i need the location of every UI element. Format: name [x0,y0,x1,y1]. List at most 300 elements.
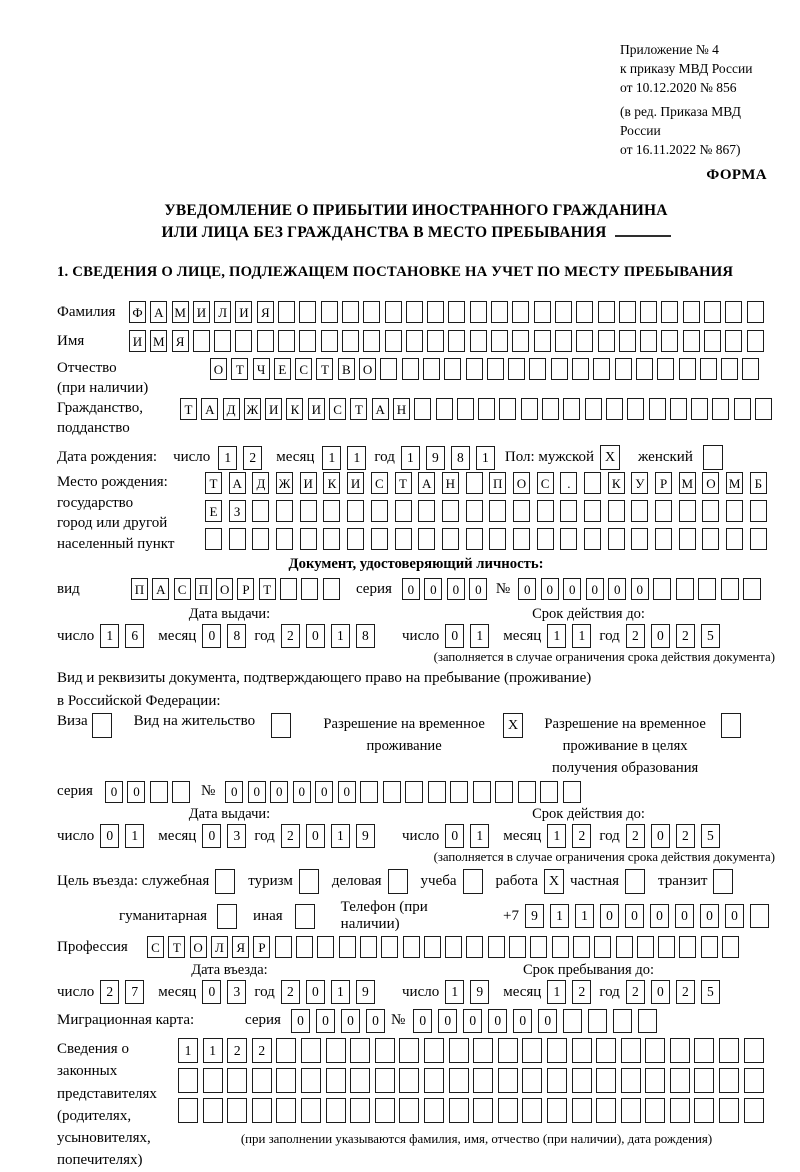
char-cell[interactable] [655,528,672,550]
char-cell[interactable] [92,713,112,738]
char-cell[interactable] [563,781,581,803]
char-cell[interactable] [725,301,742,323]
char-cell[interactable]: Е [274,358,291,380]
char-cell[interactable] [670,398,687,420]
char-cell[interactable] [424,1068,444,1093]
birthplace-row2-boxes[interactable] [205,500,774,522]
char-cell[interactable]: . [560,472,577,494]
char-cell[interactable]: 2 [252,1038,272,1063]
char-cell[interactable] [406,301,423,323]
char-cell[interactable] [214,330,231,352]
char-cell[interactable] [301,1038,321,1063]
char-cell[interactable] [300,528,317,550]
char-cell[interactable]: О [702,472,719,494]
char-cell[interactable]: 1 [100,624,119,648]
char-cell[interactable]: И [308,398,325,420]
char-cell[interactable]: 0 [316,1009,335,1033]
char-cell[interactable]: 0 [445,824,464,848]
char-cell[interactable]: 0 [586,578,604,600]
char-cell[interactable] [560,528,577,550]
char-cell[interactable] [640,301,657,323]
char-cell[interactable] [402,358,419,380]
char-cell[interactable] [598,301,615,323]
transit-checkbox[interactable] [713,869,733,894]
char-cell[interactable] [721,578,739,600]
char-cell[interactable] [466,472,483,494]
char-cell[interactable]: 1 [445,980,464,1004]
char-cell[interactable]: 0 [675,904,694,928]
char-cell[interactable]: 0 [463,1009,482,1033]
char-cell[interactable]: 0 [366,1009,385,1033]
char-cell[interactable] [726,528,743,550]
char-cell[interactable]: 2 [281,980,300,1004]
char-cell[interactable] [178,1068,198,1093]
char-cell[interactable] [323,578,340,600]
char-cell[interactable] [375,1098,395,1123]
humanitarian-checkbox[interactable] [217,904,237,929]
char-cell[interactable] [360,936,377,958]
char-cell[interactable] [593,358,610,380]
char-cell[interactable] [512,330,529,352]
char-cell[interactable] [326,1038,346,1063]
char-cell[interactable]: 0 [100,824,119,848]
char-cell[interactable]: 0 [488,1009,507,1033]
char-cell[interactable]: 6 [125,624,144,648]
char-cell[interactable] [350,1038,370,1063]
char-cell[interactable] [448,330,465,352]
char-cell[interactable] [529,358,546,380]
char-cell[interactable] [627,398,644,420]
char-cell[interactable] [466,936,483,958]
char-cell[interactable] [560,500,577,522]
char-cell[interactable]: Е [205,500,222,522]
permit-valid-year-boxes[interactable] [626,824,726,848]
char-cell[interactable] [572,358,589,380]
stay-month-boxes[interactable] [547,980,597,1004]
char-cell[interactable] [722,936,739,958]
char-cell[interactable] [742,358,759,380]
char-cell[interactable] [594,936,611,958]
char-cell[interactable] [661,330,678,352]
char-cell[interactable] [466,500,483,522]
char-cell[interactable] [636,358,653,380]
permit-issue-year-boxes[interactable] [281,824,381,848]
char-cell[interactable] [508,358,525,380]
char-cell[interactable] [347,500,364,522]
char-cell[interactable] [658,936,675,958]
char-cell[interactable] [371,500,388,522]
char-cell[interactable] [424,936,441,958]
char-cell[interactable] [713,869,733,894]
char-cell[interactable] [694,1068,714,1093]
char-cell[interactable] [301,1098,321,1123]
char-cell[interactable] [621,1068,641,1093]
char-cell[interactable]: С [295,358,312,380]
char-cell[interactable]: С [147,936,164,958]
char-cell[interactable] [252,1068,272,1093]
char-cell[interactable] [442,528,459,550]
char-cell[interactable]: 9 [356,980,375,1004]
char-cell[interactable]: 0 [402,578,420,600]
char-cell[interactable] [522,1068,542,1093]
char-cell[interactable] [551,358,568,380]
char-cell[interactable] [596,1068,616,1093]
char-cell[interactable] [339,936,356,958]
char-cell[interactable]: 2 [572,980,591,1004]
char-cell[interactable] [414,398,431,420]
char-cell[interactable] [606,398,623,420]
char-cell[interactable]: К [286,398,303,420]
char-cell[interactable]: 2 [676,624,695,648]
char-cell[interactable]: О [513,472,530,494]
char-cell[interactable] [363,330,380,352]
char-cell[interactable] [321,301,338,323]
doc-type-boxes[interactable] [131,578,344,600]
char-cell[interactable]: 1 [322,446,341,470]
char-cell[interactable] [427,301,444,323]
char-cell[interactable]: Т [395,472,412,494]
char-cell[interactable]: О [190,936,207,958]
char-cell[interactable] [679,358,696,380]
char-cell[interactable]: 2 [100,980,119,1004]
char-cell[interactable]: 8 [227,624,246,648]
patronymic-boxes[interactable] [210,358,764,380]
phone-boxes[interactable] [525,904,775,928]
char-cell[interactable] [252,500,269,522]
legal-row3-boxes[interactable] [178,1098,775,1123]
char-cell[interactable] [596,1098,616,1123]
char-cell[interactable] [276,1068,296,1093]
char-cell[interactable]: 1 [401,446,420,470]
char-cell[interactable]: 0 [513,1009,532,1033]
char-cell[interactable] [513,500,530,522]
char-cell[interactable] [679,936,696,958]
char-cell[interactable] [399,1098,419,1123]
char-cell[interactable] [694,1038,714,1063]
char-cell[interactable] [572,1068,592,1093]
char-cell[interactable] [299,869,319,894]
char-cell[interactable] [473,1098,493,1123]
char-cell[interactable] [691,398,708,420]
char-cell[interactable]: X [600,445,620,470]
other-checkbox[interactable] [295,904,315,929]
char-cell[interactable] [150,781,168,803]
char-cell[interactable] [172,781,190,803]
char-cell[interactable] [498,1038,518,1063]
doc-valid-year-boxes[interactable] [626,624,726,648]
char-cell[interactable] [227,1068,247,1093]
entry-year-boxes[interactable] [281,980,381,1004]
char-cell[interactable] [457,398,474,420]
doc-issue-day-boxes[interactable] [100,624,150,648]
char-cell[interactable]: 0 [725,904,744,928]
char-cell[interactable] [203,1068,223,1093]
char-cell[interactable]: 0 [202,824,221,848]
char-cell[interactable] [679,528,696,550]
char-cell[interactable] [755,398,772,420]
char-cell[interactable] [403,936,420,958]
char-cell[interactable] [584,528,601,550]
char-cell[interactable] [576,301,593,323]
birthplace-row3-boxes[interactable] [205,528,774,550]
char-cell[interactable]: А [152,578,169,600]
doc-valid-day-boxes[interactable] [445,624,495,648]
char-cell[interactable]: Т [231,358,248,380]
char-cell[interactable] [371,528,388,550]
char-cell[interactable] [395,528,412,550]
char-cell[interactable]: Л [211,936,228,958]
char-cell[interactable]: 0 [424,578,442,600]
char-cell[interactable] [518,781,536,803]
char-cell[interactable]: 0 [127,781,145,803]
entry-day-boxes[interactable] [100,980,150,1004]
char-cell[interactable] [700,358,717,380]
char-cell[interactable] [436,398,453,420]
birth-year-boxes[interactable] [401,446,501,470]
char-cell[interactable] [299,330,316,352]
char-cell[interactable]: 2 [676,824,695,848]
entry-month-boxes[interactable] [202,980,252,1004]
char-cell[interactable] [679,500,696,522]
char-cell[interactable]: Т [180,398,197,420]
char-cell[interactable] [445,936,462,958]
char-cell[interactable] [363,301,380,323]
char-cell[interactable] [193,330,210,352]
char-cell[interactable] [449,1068,469,1093]
char-cell[interactable] [744,1068,764,1093]
char-cell[interactable] [747,330,764,352]
char-cell[interactable]: И [300,472,317,494]
char-cell[interactable] [466,528,483,550]
sex-male-checkbox[interactable] [600,445,620,470]
char-cell[interactable]: 5 [701,980,720,1004]
official-checkbox[interactable] [215,869,235,894]
char-cell[interactable] [726,500,743,522]
char-cell[interactable]: 0 [651,980,670,1004]
char-cell[interactable] [645,1038,665,1063]
char-cell[interactable] [719,1098,739,1123]
char-cell[interactable] [743,578,761,600]
char-cell[interactable] [360,781,378,803]
char-cell[interactable] [350,1098,370,1123]
char-cell[interactable] [424,1098,444,1123]
char-cell[interactable]: 2 [572,824,591,848]
char-cell[interactable] [585,398,602,420]
char-cell[interactable] [321,330,338,352]
char-cell[interactable] [276,1098,296,1123]
char-cell[interactable] [608,500,625,522]
char-cell[interactable]: 0 [291,1009,310,1033]
char-cell[interactable] [683,330,700,352]
char-cell[interactable]: 3 [227,824,246,848]
char-cell[interactable]: Н [393,398,410,420]
birth-month-boxes[interactable] [322,446,372,470]
char-cell[interactable]: 2 [281,824,300,848]
legal-row2-boxes[interactable] [178,1068,775,1093]
char-cell[interactable] [466,358,483,380]
char-cell[interactable]: П [489,472,506,494]
char-cell[interactable]: 0 [306,624,325,648]
char-cell[interactable] [488,936,505,958]
char-cell[interactable] [694,1098,714,1123]
char-cell[interactable]: 1 [547,980,566,1004]
char-cell[interactable] [499,398,516,420]
char-cell[interactable]: 0 [338,781,356,803]
char-cell[interactable] [299,301,316,323]
char-cell[interactable] [701,936,718,958]
char-cell[interactable] [645,1068,665,1093]
char-cell[interactable]: 0 [293,781,311,803]
char-cell[interactable]: 1 [125,824,144,848]
char-cell[interactable] [750,528,767,550]
char-cell[interactable] [721,713,741,738]
char-cell[interactable]: 1 [178,1038,198,1063]
char-cell[interactable] [608,528,625,550]
char-cell[interactable]: 1 [572,624,591,648]
char-cell[interactable] [552,936,569,958]
work-checkbox[interactable] [544,869,564,894]
char-cell[interactable]: 0 [445,624,464,648]
profession-boxes[interactable] [147,936,743,958]
char-cell[interactable] [631,500,648,522]
char-cell[interactable]: 0 [341,1009,360,1033]
char-cell[interactable] [385,330,402,352]
char-cell[interactable]: П [131,578,148,600]
char-cell[interactable] [657,358,674,380]
char-cell[interactable] [521,398,538,420]
char-cell[interactable] [491,301,508,323]
char-cell[interactable] [405,781,423,803]
char-cell[interactable] [725,330,742,352]
study-checkbox[interactable] [463,869,483,894]
char-cell[interactable]: А [150,301,167,323]
char-cell[interactable] [470,301,487,323]
char-cell[interactable] [704,330,721,352]
char-cell[interactable] [537,500,554,522]
char-cell[interactable]: Р [253,936,270,958]
char-cell[interactable] [276,500,293,522]
char-cell[interactable]: 1 [203,1038,223,1063]
char-cell[interactable] [178,1098,198,1123]
char-cell[interactable] [275,936,292,958]
char-cell[interactable]: Ч [253,358,270,380]
char-cell[interactable] [418,528,435,550]
char-cell[interactable]: 0 [651,824,670,848]
citizenship-boxes[interactable] [180,398,776,420]
char-cell[interactable] [489,500,506,522]
char-cell[interactable] [670,1038,690,1063]
char-cell[interactable]: И [235,301,252,323]
char-cell[interactable] [572,1098,592,1123]
char-cell[interactable] [683,301,700,323]
char-cell[interactable] [399,1038,419,1063]
char-cell[interactable] [619,301,636,323]
char-cell[interactable]: С [329,398,346,420]
char-cell[interactable] [473,1068,493,1093]
surname-boxes[interactable] [129,301,768,323]
char-cell[interactable] [734,398,751,420]
char-cell[interactable]: И [265,398,282,420]
char-cell[interactable] [621,1098,641,1123]
char-cell[interactable] [744,1038,764,1063]
char-cell[interactable]: К [608,472,625,494]
char-cell[interactable] [522,1038,542,1063]
char-cell[interactable] [276,528,293,550]
char-cell[interactable] [271,713,291,738]
char-cell[interactable] [217,904,237,929]
char-cell[interactable]: 1 [331,624,350,648]
char-cell[interactable] [323,528,340,550]
char-cell[interactable] [563,1009,582,1033]
char-cell[interactable] [406,330,423,352]
char-cell[interactable]: 1 [331,824,350,848]
char-cell[interactable]: 5 [701,824,720,848]
char-cell[interactable]: 0 [202,624,221,648]
char-cell[interactable]: 0 [518,578,536,600]
char-cell[interactable]: Я [172,330,189,352]
char-cell[interactable] [573,936,590,958]
char-cell[interactable] [301,1068,321,1093]
char-cell[interactable]: У [631,472,648,494]
char-cell[interactable] [205,528,222,550]
char-cell[interactable]: 5 [701,624,720,648]
char-cell[interactable]: 0 [202,980,221,1004]
char-cell[interactable]: А [201,398,218,420]
tourism-checkbox[interactable] [299,869,319,894]
char-cell[interactable]: И [129,330,146,352]
char-cell[interactable]: 1 [547,624,566,648]
char-cell[interactable] [487,358,504,380]
char-cell[interactable] [428,781,446,803]
char-cell[interactable]: 9 [356,824,375,848]
char-cell[interactable]: 9 [525,904,544,928]
char-cell[interactable]: А [229,472,246,494]
char-cell[interactable] [537,528,554,550]
char-cell[interactable] [463,869,483,894]
char-cell[interactable] [637,936,654,958]
char-cell[interactable] [547,1038,567,1063]
char-cell[interactable]: 0 [541,578,559,600]
char-cell[interactable]: С [371,472,388,494]
char-cell[interactable]: Т [205,472,222,494]
char-cell[interactable] [750,904,769,928]
char-cell[interactable] [444,358,461,380]
char-cell[interactable]: 1 [470,624,489,648]
char-cell[interactable] [418,500,435,522]
char-cell[interactable] [638,1009,657,1033]
char-cell[interactable] [653,578,671,600]
char-cell[interactable] [442,500,459,522]
char-cell[interactable] [645,1098,665,1123]
permit-valid-month-boxes[interactable] [547,824,597,848]
char-cell[interactable] [473,1038,493,1063]
char-cell[interactable]: 7 [125,980,144,1004]
given-name-boxes[interactable] [129,330,768,352]
char-cell[interactable]: 2 [243,446,262,470]
char-cell[interactable]: М [679,472,696,494]
char-cell[interactable]: 0 [306,980,325,1004]
stay-day-boxes[interactable] [445,980,495,1004]
char-cell[interactable]: Ф [129,301,146,323]
char-cell[interactable]: 2 [626,824,645,848]
char-cell[interactable]: 8 [451,446,470,470]
char-cell[interactable]: 9 [426,446,445,470]
birthplace-row1-boxes[interactable] [205,472,774,494]
char-cell[interactable]: А [372,398,389,420]
char-cell[interactable] [512,301,529,323]
sex-female-checkbox[interactable] [703,445,723,470]
char-cell[interactable]: 1 [575,904,594,928]
